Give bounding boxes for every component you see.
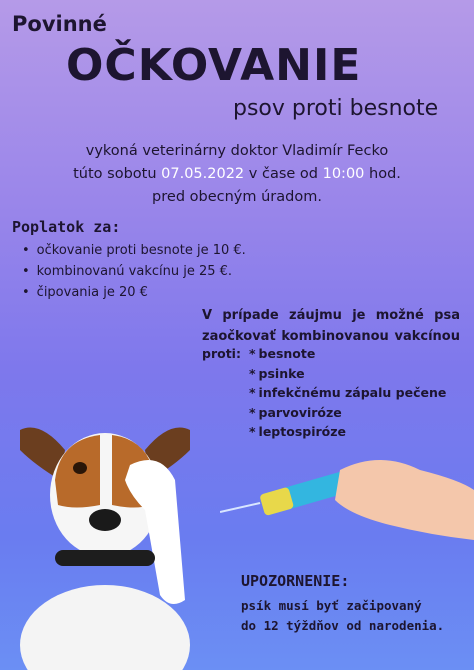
fee-item: • čipovania je 20 € <box>22 282 246 303</box>
intro-line-date: túto sobotu 07.05.2022 v čase od 10:00 hod. <box>73 166 401 182</box>
interest-text <box>202 305 460 347</box>
event-date: 07.05.2022 <box>161 166 245 182</box>
subtitle: psov proti besnote <box>233 96 439 121</box>
disease-item: * parvoviróze <box>249 403 446 423</box>
intro-text <box>0 140 474 209</box>
warning-line: do 12 týždňov od narodenia. <box>241 618 445 633</box>
interest-line: zaočkovať kombinovanou vakcínou <box>202 329 460 344</box>
warning-title: UPOZORNENIE: <box>241 572 350 590</box>
disease-item: * besnote <box>249 344 446 364</box>
intro-line-doctor: vykoná veterinárny doktor Vladimír Fecko <box>85 143 389 159</box>
warning-block <box>241 572 444 636</box>
disease-item: * infekčnému zápalu pečene <box>249 383 446 403</box>
fees-list <box>22 240 246 303</box>
warning-line: psík musí byť začipovaný <box>241 598 422 613</box>
fee-item: • kombinovanú vakcínu je 25 €. <box>22 261 246 282</box>
interest-line: V prípade záujmu je možné psa <box>202 308 460 323</box>
fee-item: • očkovanie proti besnote je 10 €. <box>22 240 246 261</box>
pre-title: Povinné <box>12 12 107 36</box>
syringe-illustration <box>220 440 474 550</box>
intro-line-place: pred obecným úradom. <box>152 189 322 205</box>
diseases-label: proti: <box>202 346 241 361</box>
page-title: OČKOVANIE <box>66 40 362 91</box>
disease-item: * leptospiróze <box>249 422 446 442</box>
event-time: 10:00 <box>322 166 365 182</box>
disease-item: * psinke <box>249 364 446 384</box>
dog-illustration <box>0 410 240 670</box>
fees-heading: Poplatok za: <box>12 218 121 236</box>
